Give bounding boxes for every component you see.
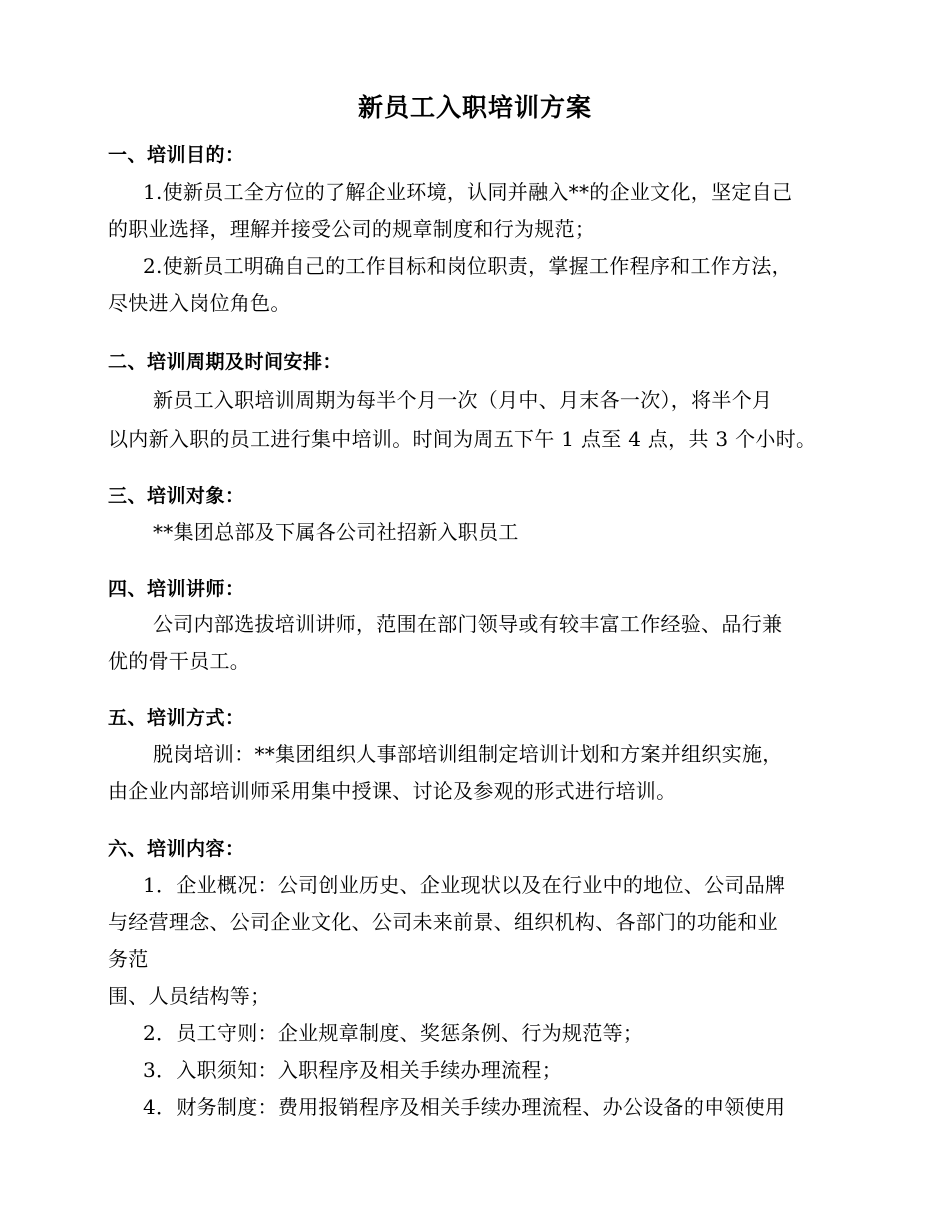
- content-line-3: 务范: [108, 947, 149, 971]
- purpose-line-4: 尽快进入岗位角色。: [108, 291, 291, 315]
- purpose-line-2: 的职业选择，理解并接受公司的规章制度和行为规范；: [108, 217, 596, 241]
- content-line-6: 3．入职须知：入职程序及相关手续办理流程；: [143, 1058, 563, 1082]
- section-heading-method: 五、培训方式：: [108, 707, 245, 729]
- content-line-5: 2．员工守则：企业规章制度、奖惩条例、行为规范等；: [143, 1021, 644, 1045]
- trainers-line-2: 优的骨干员工。: [108, 649, 251, 673]
- content-line-7: 4．财务制度：费用报销程序及相关手续办理流程、办公设备的申领使用: [143, 1095, 786, 1119]
- section-heading-purpose: 一、培训目的：: [108, 144, 245, 166]
- section-heading-audience: 三、培训对象：: [108, 485, 245, 507]
- content-line-4: 围、人员结构等；: [108, 984, 271, 1008]
- document-title: 新员工入职培训方案: [357, 93, 592, 122]
- content-line-1: 1．企业概况：公司创业历史、企业现状以及在行业中的地位、公司品牌: [143, 873, 786, 897]
- section-heading-trainers: 四、培训讲师：: [108, 578, 245, 600]
- content-line-2: 与经营理念、公司企业文化、公司未来前景、组织机构、各部门的功能和业: [108, 910, 778, 934]
- section-heading-schedule: 二、培训周期及时间安排：: [108, 351, 343, 373]
- audience-line-1: **集团总部及下属各公司社招新入职员工: [153, 520, 519, 544]
- section-heading-content: 六、培训内容：: [108, 838, 245, 860]
- method-line-2: 由企业内部培训师采用集中授课、讨论及参观的形式进行培训。: [108, 779, 677, 803]
- schedule-line-2: 以内新入职的员工进行集中培训。时间为周五下午 1 点至 4 点，共 3 个小时。: [108, 427, 817, 451]
- schedule-line-1: 新员工入职培训周期为每半个月一次（月中、月末各一次），将半个月: [153, 388, 773, 412]
- trainers-line-1: 公司内部选拔培训讲师，范围在部门领导或有较丰富工作经验、品行兼: [153, 612, 783, 636]
- purpose-line-3: 2.使新员工明确自己的工作目标和岗位职责，掌握工作程序和工作方法，: [143, 254, 792, 278]
- method-line-1: 脱岗培训：**集团组织人事部培训组制定培训计划和方案并组织实施，: [153, 742, 783, 766]
- purpose-line-1: 1.使新员工全方位的了解企业环境，认同并融入**的企业文化，坚定自己: [143, 180, 793, 204]
